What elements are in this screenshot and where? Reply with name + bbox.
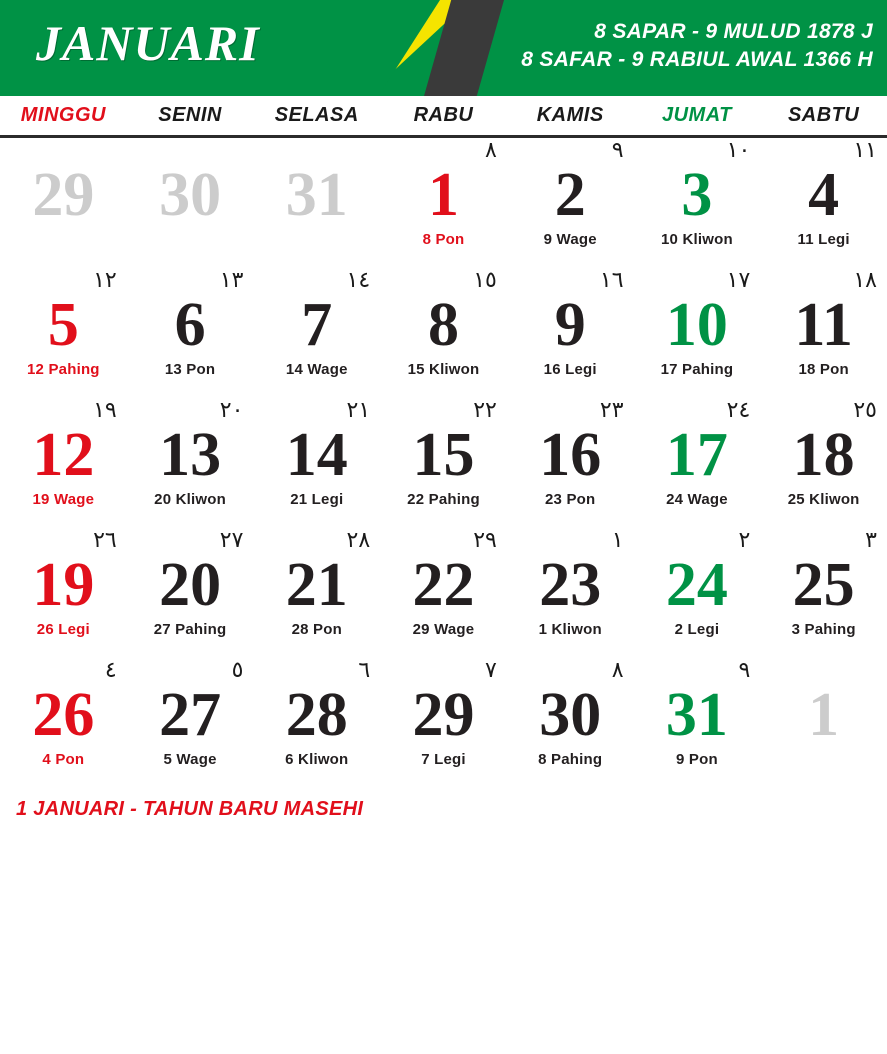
javanese-day-label: 17 Pahing — [660, 360, 734, 378]
gregorian-day-number: 17 — [665, 421, 728, 489]
gregorian-day-number: 11 — [794, 291, 853, 359]
calendar-day-cell[interactable] — [634, 658, 761, 788]
calendar-day-cell[interactable] — [253, 398, 380, 528]
javanese-day-label: 9 Wage — [543, 230, 597, 248]
javanese-day-label: 18 Pon — [798, 360, 849, 378]
day-name-rabu: RABU — [413, 104, 474, 126]
gregorian-day-number: 4 — [808, 161, 840, 229]
javanese-day-label: 15 Kliwon — [407, 360, 480, 378]
javanese-day-label: 10 Kliwon — [661, 230, 733, 248]
calendar-day-cell[interactable] — [380, 138, 507, 268]
gregorian-day-number: 3 — [681, 161, 713, 229]
hijri-day-number: ١٥ — [473, 268, 497, 293]
calendar-header — [0, 0, 887, 96]
day-name-minggu: MINGGU — [20, 104, 106, 126]
javanese-date-range: 8 SAPAR - 9 MULUD 1878 J — [594, 20, 873, 43]
javanese-day-label: 29 Wage — [412, 620, 475, 638]
hijri-day-number: ٢٠ — [219, 398, 244, 423]
calendar-day-cell[interactable] — [253, 528, 380, 658]
gregorian-day-number: 31 — [285, 161, 348, 229]
hijri-day-number: ٢٤ — [726, 398, 751, 423]
gregorian-day-number: 28 — [285, 681, 348, 749]
calendar-day-cell[interactable] — [127, 138, 254, 268]
gregorian-day-number: 30 — [159, 161, 222, 229]
calendar-day-cell[interactable] — [253, 658, 380, 788]
calendar-day-cell[interactable] — [380, 528, 507, 658]
gregorian-day-number: 16 — [539, 421, 602, 489]
calendar-day-cell[interactable] — [760, 138, 887, 268]
hijri-day-number: ١٨ — [853, 268, 877, 293]
calendar-day-cell[interactable] — [634, 268, 761, 398]
holiday-notes — [0, 788, 887, 821]
gregorian-day-number: 13 — [159, 421, 222, 489]
javanese-day-label: 27 Pahing — [153, 620, 227, 638]
calendar-day-cell[interactable] — [380, 658, 507, 788]
calendar-day-cell[interactable] — [253, 268, 380, 398]
gregorian-day-number: 8 — [427, 291, 459, 359]
hijri-day-number: ١٦ — [599, 268, 624, 293]
calendar-day-cell[interactable] — [634, 138, 761, 268]
hijri-day-number: ٤ — [104, 658, 117, 683]
javanese-day-label: 7 Legi — [421, 750, 466, 768]
hijri-day-number: ٥ — [231, 658, 244, 683]
javanese-day-label: 23 Pon — [545, 490, 596, 508]
day-name-jumat: JUMAT — [661, 104, 732, 126]
calendar-day-cell[interactable] — [0, 398, 127, 528]
calendar-day-cell[interactable] — [634, 528, 761, 658]
hijri-day-number: ٩ — [738, 658, 751, 683]
calendar-day-cell[interactable] — [0, 528, 127, 658]
hijri-day-number: ٢٦ — [93, 528, 117, 553]
gregorian-day-number: 15 — [412, 421, 475, 489]
hijri-day-number: ٣ — [865, 528, 877, 553]
gregorian-day-number: 27 — [159, 681, 222, 749]
calendar-day-cell[interactable] — [634, 398, 761, 528]
javanese-day-label: 24 Wage — [666, 490, 728, 508]
hijri-day-number: ١٠ — [726, 138, 751, 163]
hijri-day-number: ٢٩ — [473, 528, 497, 553]
javanese-day-label: 13 Pon — [164, 360, 216, 378]
header-alt-dates — [521, 18, 873, 75]
javanese-day-label: 25 Kliwon — [787, 490, 860, 508]
gregorian-day-number: 26 — [32, 681, 95, 749]
hijri-day-number: ٢٢ — [473, 398, 497, 423]
javanese-day-label: 12 Pahing — [27, 360, 100, 378]
javanese-day-label: 3 Pahing — [791, 620, 856, 638]
javanese-day-label: 6 Kliwon — [285, 750, 349, 768]
gregorian-day-number: 30 — [539, 681, 602, 749]
hijri-day-number: ٢١ — [346, 398, 371, 423]
calendar-day-cell[interactable] — [760, 528, 887, 658]
hijri-day-number: ٢٣ — [599, 398, 624, 423]
gregorian-day-number: 19 — [32, 551, 95, 619]
calendar-day-cell[interactable] — [380, 398, 507, 528]
javanese-day-label: 9 Pon — [676, 750, 718, 768]
hijri-day-number: ١٧ — [726, 268, 751, 293]
gregorian-day-number: 9 — [554, 291, 586, 359]
calendar-day-cell[interactable] — [760, 398, 887, 528]
calendar-day-cell[interactable] — [380, 268, 507, 398]
day-name-sabtu: SABTU — [787, 104, 860, 126]
gregorian-day-number: 6 — [174, 291, 206, 359]
hijri-date-range: 8 SAFAR - 9 RABIUL AWAL 1366 H — [521, 48, 873, 72]
gregorian-day-number: 1 — [427, 161, 459, 229]
javanese-day-label: 21 Legi — [290, 490, 344, 508]
gregorian-day-number: 2 — [554, 161, 586, 229]
calendar-day-cell[interactable] — [507, 658, 634, 788]
gregorian-day-number: 7 — [301, 291, 333, 359]
gregorian-day-number: 29 — [32, 161, 95, 229]
hijri-day-number: ١٤ — [346, 268, 371, 293]
gregorian-day-number: 1 — [808, 681, 840, 749]
javanese-day-label: 20 Kliwon — [154, 490, 226, 508]
hijri-day-number: ١٣ — [219, 268, 244, 293]
gregorian-day-number: 10 — [665, 291, 728, 359]
gregorian-day-number: 25 — [792, 551, 855, 619]
gregorian-day-number: 29 — [412, 681, 475, 749]
javanese-day-label: 4 Pon — [42, 750, 85, 768]
calendar-day-cell[interactable] — [127, 268, 254, 398]
hijri-day-number: ١ — [611, 528, 624, 553]
gregorian-day-number: 24 — [665, 551, 728, 619]
holiday-note: 1 JANUARI - TAHUN BARU MASEHI — [16, 798, 364, 820]
calendar-day-cell[interactable] — [507, 528, 634, 658]
calendar-day-cell[interactable] — [760, 268, 887, 398]
hijri-day-number: ١٩ — [93, 398, 117, 423]
calendar-day-cell[interactable] — [0, 268, 127, 398]
gregorian-day-number: 22 — [412, 551, 475, 619]
calendar-day-cell[interactable] — [127, 398, 254, 528]
hijri-day-number: ١١ — [853, 138, 877, 163]
calendar-day-cell[interactable] — [507, 138, 634, 268]
calendar-day-cell[interactable] — [253, 138, 380, 268]
gregorian-day-number: 12 — [32, 421, 95, 489]
calendar-day-cell[interactable] — [0, 658, 127, 788]
javanese-day-label: 2 Legi — [674, 620, 720, 638]
javanese-day-label: 8 Pahing — [538, 750, 603, 768]
hijri-day-number: ٨ — [611, 658, 624, 683]
hijri-day-number: ٢٨ — [346, 528, 371, 553]
hijri-day-number: ٦ — [358, 658, 371, 683]
gregorian-day-number: 14 — [285, 421, 348, 489]
month-title: JANUARI — [36, 15, 260, 71]
hijri-day-number: ٨ — [485, 138, 497, 163]
javanese-day-label: 19 Wage — [32, 490, 95, 508]
javanese-day-label: 16 Legi — [543, 360, 597, 378]
day-name-selasa: SELASA — [274, 104, 359, 126]
calendar-day-cell[interactable] — [0, 138, 127, 268]
gregorian-day-number: 23 — [539, 551, 602, 619]
javanese-day-label: 26 Legi — [36, 620, 90, 638]
calendar-day-cell[interactable] — [507, 398, 634, 528]
gregorian-day-number: 20 — [159, 551, 222, 619]
javanese-day-label: 1 Kliwon — [538, 620, 602, 638]
javanese-day-label: 28 Pon — [291, 620, 342, 638]
calendar-day-cell[interactable] — [507, 268, 634, 398]
javanese-day-label: 5 Wage — [163, 750, 217, 768]
hijri-day-number: ١٢ — [93, 268, 117, 293]
gregorian-day-number: 5 — [47, 291, 79, 359]
calendar-day-cell[interactable] — [127, 528, 254, 658]
day-name-row — [0, 96, 887, 138]
day-name-kamis: KAMIS — [536, 104, 604, 126]
javanese-day-label: 11 Legi — [797, 230, 850, 248]
gregorian-day-number: 31 — [665, 681, 728, 749]
javanese-day-label: 22 Pahing — [407, 490, 480, 508]
hijri-day-number: ٢٥ — [853, 398, 877, 423]
gregorian-day-number: 18 — [792, 421, 855, 489]
javanese-day-label: 14 Wage — [285, 360, 348, 378]
calendar-grid — [0, 138, 887, 788]
gregorian-day-number: 21 — [285, 551, 348, 619]
javanese-day-label: 8 Pon — [422, 230, 465, 248]
calendar-day-cell[interactable] — [760, 658, 887, 788]
day-name-senin: SENIN — [158, 104, 222, 126]
hijri-day-number: ٢٧ — [219, 528, 244, 553]
hijri-day-number: ٩ — [611, 138, 624, 163]
calendar-day-cell[interactable] — [127, 658, 254, 788]
hijri-day-number: ٢ — [738, 528, 751, 553]
hijri-day-number: ٧ — [485, 658, 497, 683]
